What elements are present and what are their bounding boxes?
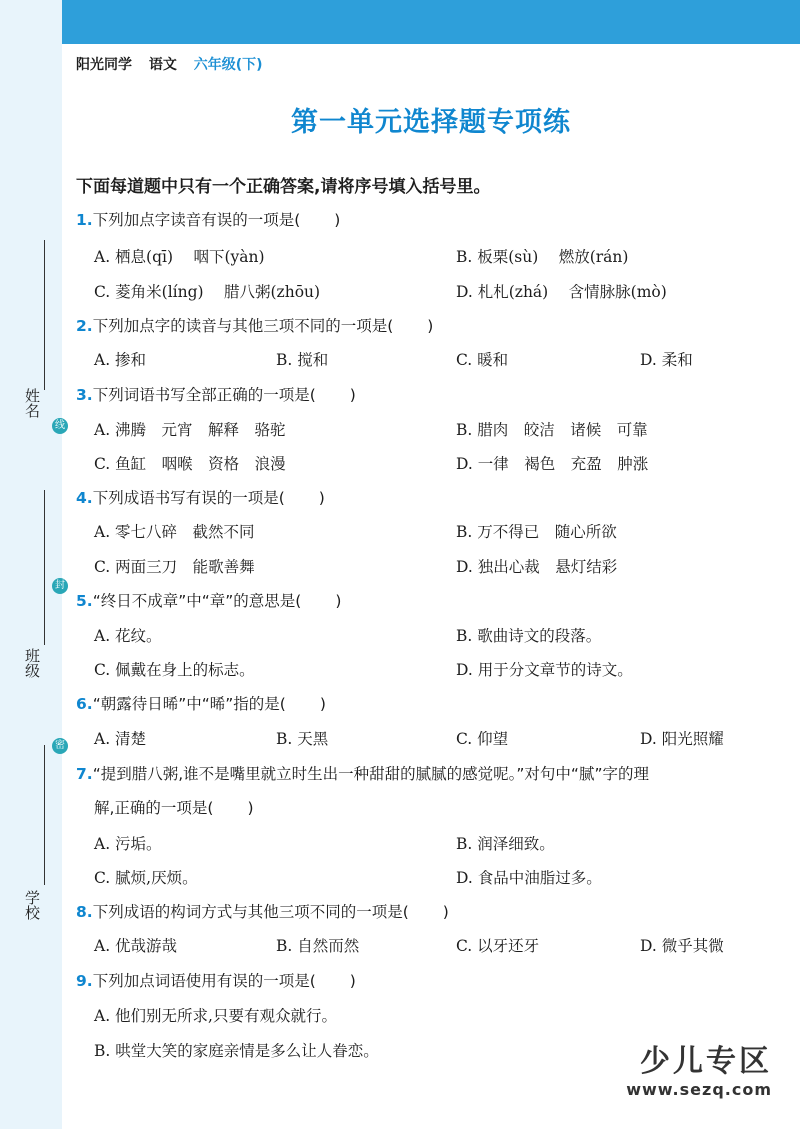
question-number: 6. [76, 695, 93, 713]
question-number: 7. [76, 765, 93, 783]
option-b: B. 天黑 [276, 730, 329, 748]
question-9: 9.下列加点词语使用有误的一项是( ) [76, 972, 356, 990]
option-b: B. 板栗(sù) 燃放(rán) [456, 248, 629, 266]
option-b: B. 哄堂大笑的家庭亲情是多么让人眷恋。 [94, 1042, 379, 1060]
question-3: 3.下列词语书写全部正确的一项是( ) [76, 386, 356, 404]
binding-circle-secret: 密 [52, 738, 68, 754]
watermark [626, 1036, 772, 1099]
option-b: B. 万不得已 随心所欲 [456, 523, 617, 541]
option-b: B. 歌曲诗文的段落。 [456, 627, 602, 645]
option-d: D. 柔和 [640, 351, 693, 369]
option-d: D. 札札(zhá) 含情脉脉(mò) [456, 283, 667, 301]
question-text: “朝露待日晞”中“晞”指的是( [92, 695, 286, 713]
page-header [76, 54, 275, 74]
option-a: A. 零七八碎 截然不同 [94, 523, 255, 541]
option-c: C. 菱角米(líng) 腊八粥(zhōu) [94, 283, 321, 301]
watermark-title: 少儿专区 [640, 1044, 772, 1079]
option-c: C. 鱼缸 咽喉 资格 浪漫 [94, 455, 286, 473]
question-number: 3. [76, 386, 93, 404]
question-number: 4. [76, 489, 93, 507]
question-5: 5.“终日不成章”中“章”的意思是( ) [76, 592, 342, 610]
option-a: A. 花纹。 [94, 627, 162, 645]
option-a: A. 掺和 [94, 351, 147, 369]
option-a: A. 优哉游哉 [94, 937, 178, 955]
option-d: D. 阳光照耀 [640, 730, 724, 748]
question-8: 8.下列成语的构词方式与其他三项不同的一项是( ) [76, 903, 449, 921]
binding-name-label: 姓名 [23, 388, 41, 418]
question-text: 下列成语书写有误的一项是( [92, 489, 285, 507]
question-6: 6.“朝露待日晞”中“晞”指的是( ) [76, 695, 326, 713]
question-number: 5. [76, 592, 93, 610]
name-line [44, 240, 45, 390]
option-a: A. 栖息(qī) 咽下(yàn) [94, 248, 265, 266]
question-text: 下列加点词语使用有误的一项是( [92, 972, 316, 990]
question-text: 下列成语的构词方式与其他三项不同的一项是( [92, 903, 409, 921]
option-d: D. 独出心裁 悬灯结彩 [456, 558, 618, 576]
binding-circle-seal: 封 [52, 578, 68, 594]
binding-margin [0, 0, 62, 1129]
question-text: 下列加点字的读音与其他三项不同的一项是( [92, 317, 394, 335]
brand: 阳光同学 [76, 57, 132, 73]
question-number: 2. [76, 317, 93, 335]
option-c: C. 两面三刀 能歌善舞 [94, 558, 255, 576]
grade: 六年级(下) [193, 57, 263, 73]
option-b: B. 搅和 [276, 351, 329, 369]
question-number: 9. [76, 972, 93, 990]
question-4: 4.下列成语书写有误的一项是( ) [76, 489, 325, 507]
option-b: B. 腊肉 皎洁 诸候 可靠 [456, 421, 648, 439]
instruction: 下面每道题中只有一个正确答案,请将序号填入括号里。 [76, 177, 491, 197]
question-2: 2.下列加点字的读音与其他三项不同的一项是( ) [76, 317, 434, 335]
option-b: B. 自然而然 [276, 937, 360, 955]
option-a: A. 污垢。 [94, 835, 162, 853]
option-c: C. 腻烦,厌烦。 [94, 869, 198, 887]
watermark-url: www.sezq.com [626, 1080, 772, 1099]
class-line [44, 490, 45, 645]
question-text: “提到腊八粥,谁不是嘴里就立时生出一种甜甜的腻腻的感觉呢。”对句中“腻”字的理 [92, 765, 649, 783]
option-b: B. 润泽细致。 [456, 835, 555, 853]
option-c: C. 佩戴在身上的标志。 [94, 661, 255, 679]
question-text: 下列加点字读音有误的一项是( [92, 211, 301, 229]
binding-class-label: 班级 [23, 648, 41, 678]
option-d: D. 用于分文章节的诗文。 [456, 661, 633, 679]
question-number: 1. [76, 211, 93, 229]
option-c: C. 暖和 [456, 351, 509, 369]
question-7-line-2: 解,正确的一项是( ) [94, 799, 254, 817]
question-text: 下列词语书写全部正确的一项是( [92, 386, 316, 404]
top-color-band [0, 0, 800, 44]
option-d: D. 微乎其微 [640, 937, 724, 955]
school-line [44, 745, 45, 885]
option-c: C. 以牙还牙 [456, 937, 540, 955]
option-c: C. 仰望 [456, 730, 509, 748]
option-a: A. 清楚 [94, 730, 147, 748]
question-text-continued: 解,正确的一项是( [94, 799, 214, 817]
option-a: A. 沸腾 元宵 解释 骆驼 [94, 421, 286, 439]
binding-school-label: 学校 [23, 890, 41, 920]
subject: 语文 [148, 57, 177, 73]
option-d: D. 一律 褐色 充盈 肿涨 [456, 455, 649, 473]
question-number: 8. [76, 903, 93, 921]
question-text: “终日不成章”中“章”的意思是( [92, 592, 302, 610]
question-7 [76, 762, 649, 784]
page-title: 第一单元选择题专项练 [291, 107, 571, 138]
option-a: A. 他们别无所求,只要有观众就行。 [94, 1007, 337, 1025]
binding-circle-line: 线 [52, 418, 68, 434]
question-1: 1.下列加点字读音有误的一项是( ) [76, 211, 341, 229]
option-d: D. 食品中油脂过多。 [456, 869, 602, 887]
